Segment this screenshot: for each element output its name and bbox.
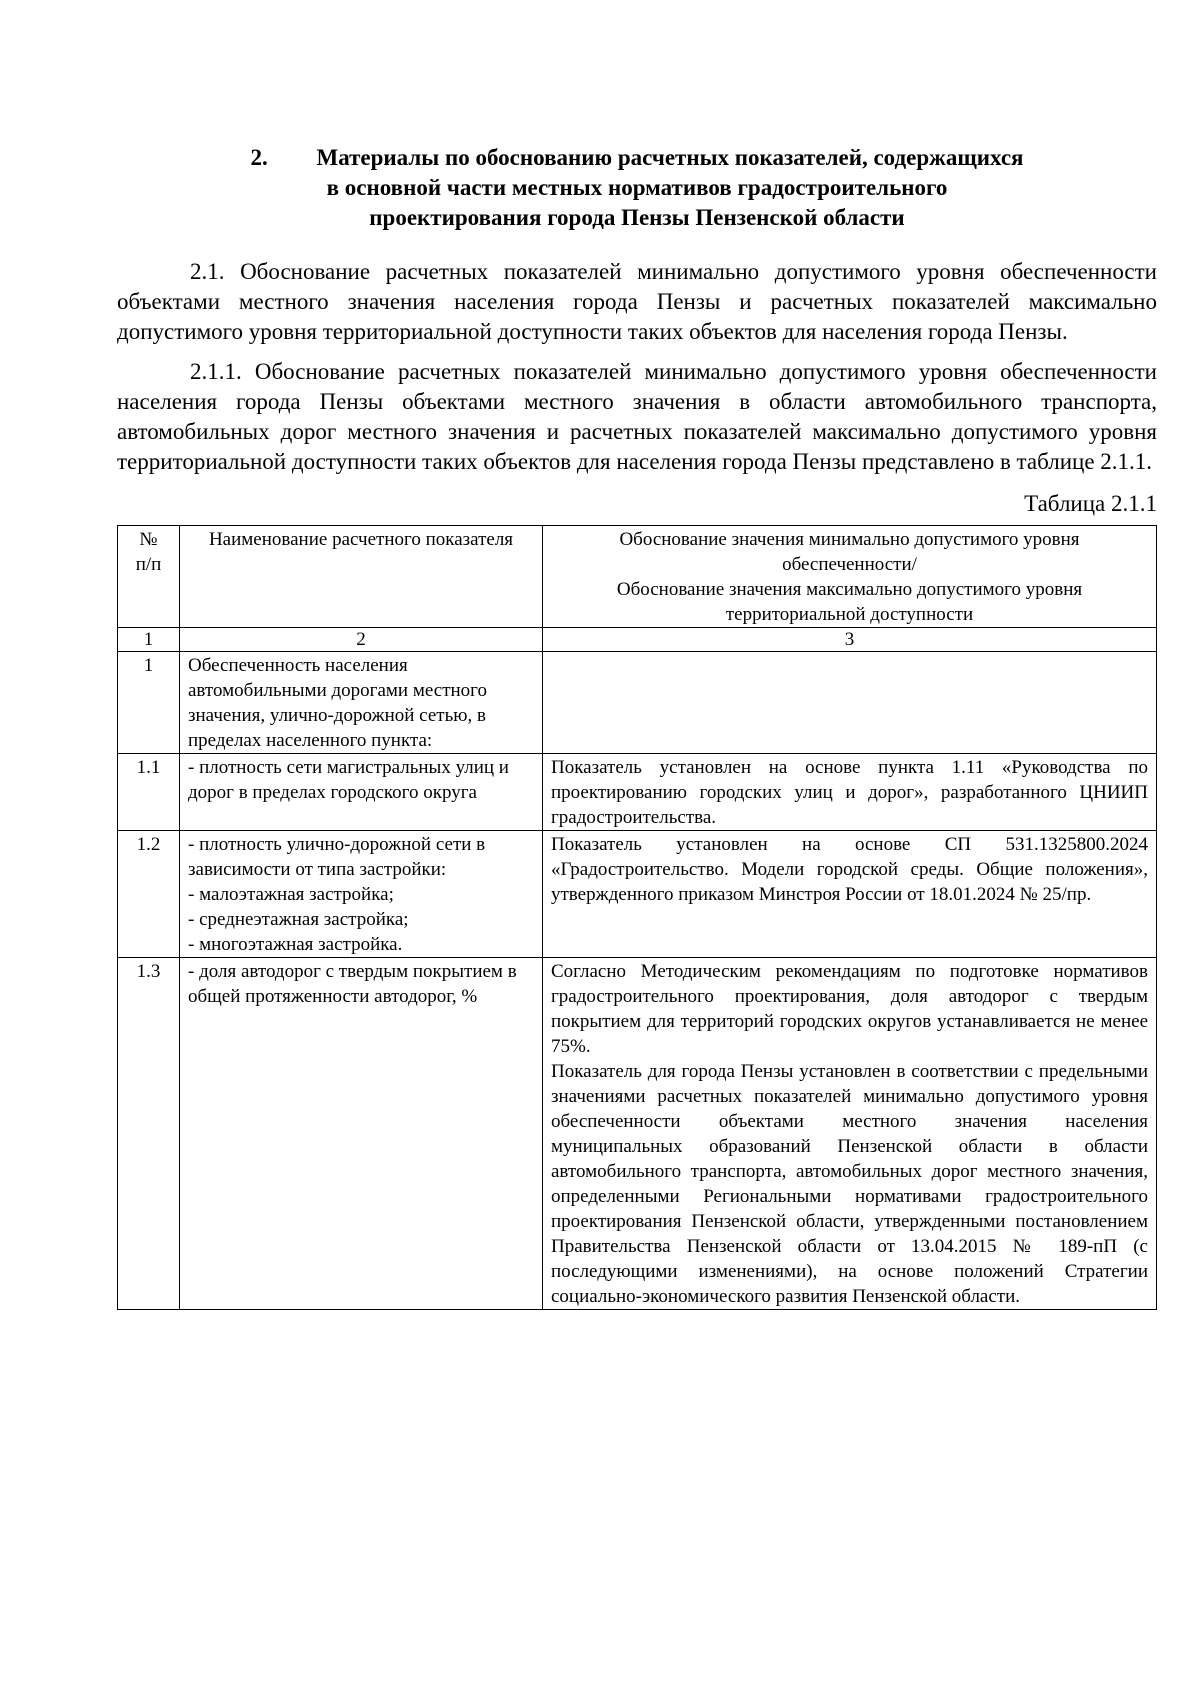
- row-justification: Показатель установлен на основе СП 531.1325800.2024 «Градостроительство. Модели городской среды. Общие положения», утвержденного приказом Минстроя России от 18.01.2024 № 25/пр.: [543, 831, 1157, 958]
- row-number: 1.3: [118, 958, 180, 1310]
- index-cell: 2: [180, 628, 543, 652]
- heading-line-1: 2. Материалы по обоснованию расчетных показателей, содержащихся: [117, 143, 1157, 173]
- table-row: [118, 958, 1157, 1310]
- index-cell: 3: [543, 628, 1157, 652]
- index-cell: 1: [118, 628, 180, 652]
- table-row: [118, 754, 1157, 831]
- header-cell-number: № п/п: [118, 526, 180, 628]
- document-page: [117, 143, 1157, 1310]
- header-cell-justification: Обоснование значения минимально допустимого уровня обеспеченности/ Обоснование значения максимально допустимого уровня территориальной доступности: [543, 526, 1157, 628]
- heading-line-3: проектирования города Пензы Пензенской области: [369, 205, 905, 230]
- row-number: 1.1: [118, 754, 180, 831]
- section-heading: [117, 143, 1157, 233]
- table-row: [118, 652, 1157, 754]
- paragraph-2-1-1: 2.1.1. Обоснование расчетных показателей минимально допустимого уровня обеспеченности населения города Пензы объектами местного значения в области автомобильного транспорта, автомобильных дорог местного значения и расчетных показателей максимально допустимого уровня территориальной доступности таких объектов для населения города Пензы представлено в таблице 2.1.1.: [117, 359, 1157, 474]
- table-index-row: [118, 628, 1157, 652]
- row-indicator-name: - доля автодорог с твердым покрытием в общей протяженности автодорог, %: [180, 958, 543, 1310]
- header-cell-name: Наименование расчетного показателя: [180, 526, 543, 628]
- row-number: 1.2: [118, 831, 180, 958]
- heading-number: 2.: [250, 145, 268, 170]
- indicators-table: [117, 525, 1157, 1310]
- row-indicator-name: - плотность улично-дорожной сети в зависимости от типа застройки: - малоэтажная застройка; - среднеэтажная застройка; - многоэтажная застройка.: [180, 831, 543, 958]
- table-caption: Таблица 2.1.1: [1024, 491, 1157, 516]
- row-indicator-name: Обеспеченность населения автомобильными дорогами местного значения, улично-дорожной сетью, в пределах населенного пункта:: [180, 652, 543, 754]
- row-indicator-name: - плотность сети магистральных улиц и дорог в пределах городского округа: [180, 754, 543, 831]
- row-justification: Показатель установлен на основе пункта 1.11 «Руководства по проектированию городских улиц и дорог», разработанного ЦНИИП градостроительства.: [543, 754, 1157, 831]
- row-justification: [543, 652, 1157, 754]
- table-row: [118, 831, 1157, 958]
- row-number: 1: [118, 652, 180, 754]
- row-justification: Согласно Методическим рекомендациям по подготовке нормативов градостроительного проектирования, доля автодорог с твердым покрытием для территорий городских округов устанавливается не менее 75%. Показатель для города Пензы установлен в соответствии с предельными значениями расчетных показателей минимально допустимого уровня обеспеченности объектами местного значения населения муниципальных образований Пензенской области в области автомобильного транспорта, автомобильных дорог местного значения, определенными Региональными нормативами градостроительного проектирования Пензенской области, утвержденными постановлением Правительства Пензенской области от 13.04.2015 № 189-пП (с последующими изменениями), на основе положений Стратегии социально-экономического развития Пензенской области.: [543, 958, 1157, 1310]
- table-header-row: [118, 526, 1157, 628]
- paragraph-2-1: 2.1. Обоснование расчетных показателей минимально допустимого уровня обеспеченности объектами местного значения населения города Пензы и расчетных показателей максимально допустимого уровня территориальной доступности таких объектов для населения города Пензы.: [117, 259, 1157, 344]
- heading-line-2: в основной части местных нормативов градостроительного: [326, 175, 948, 200]
